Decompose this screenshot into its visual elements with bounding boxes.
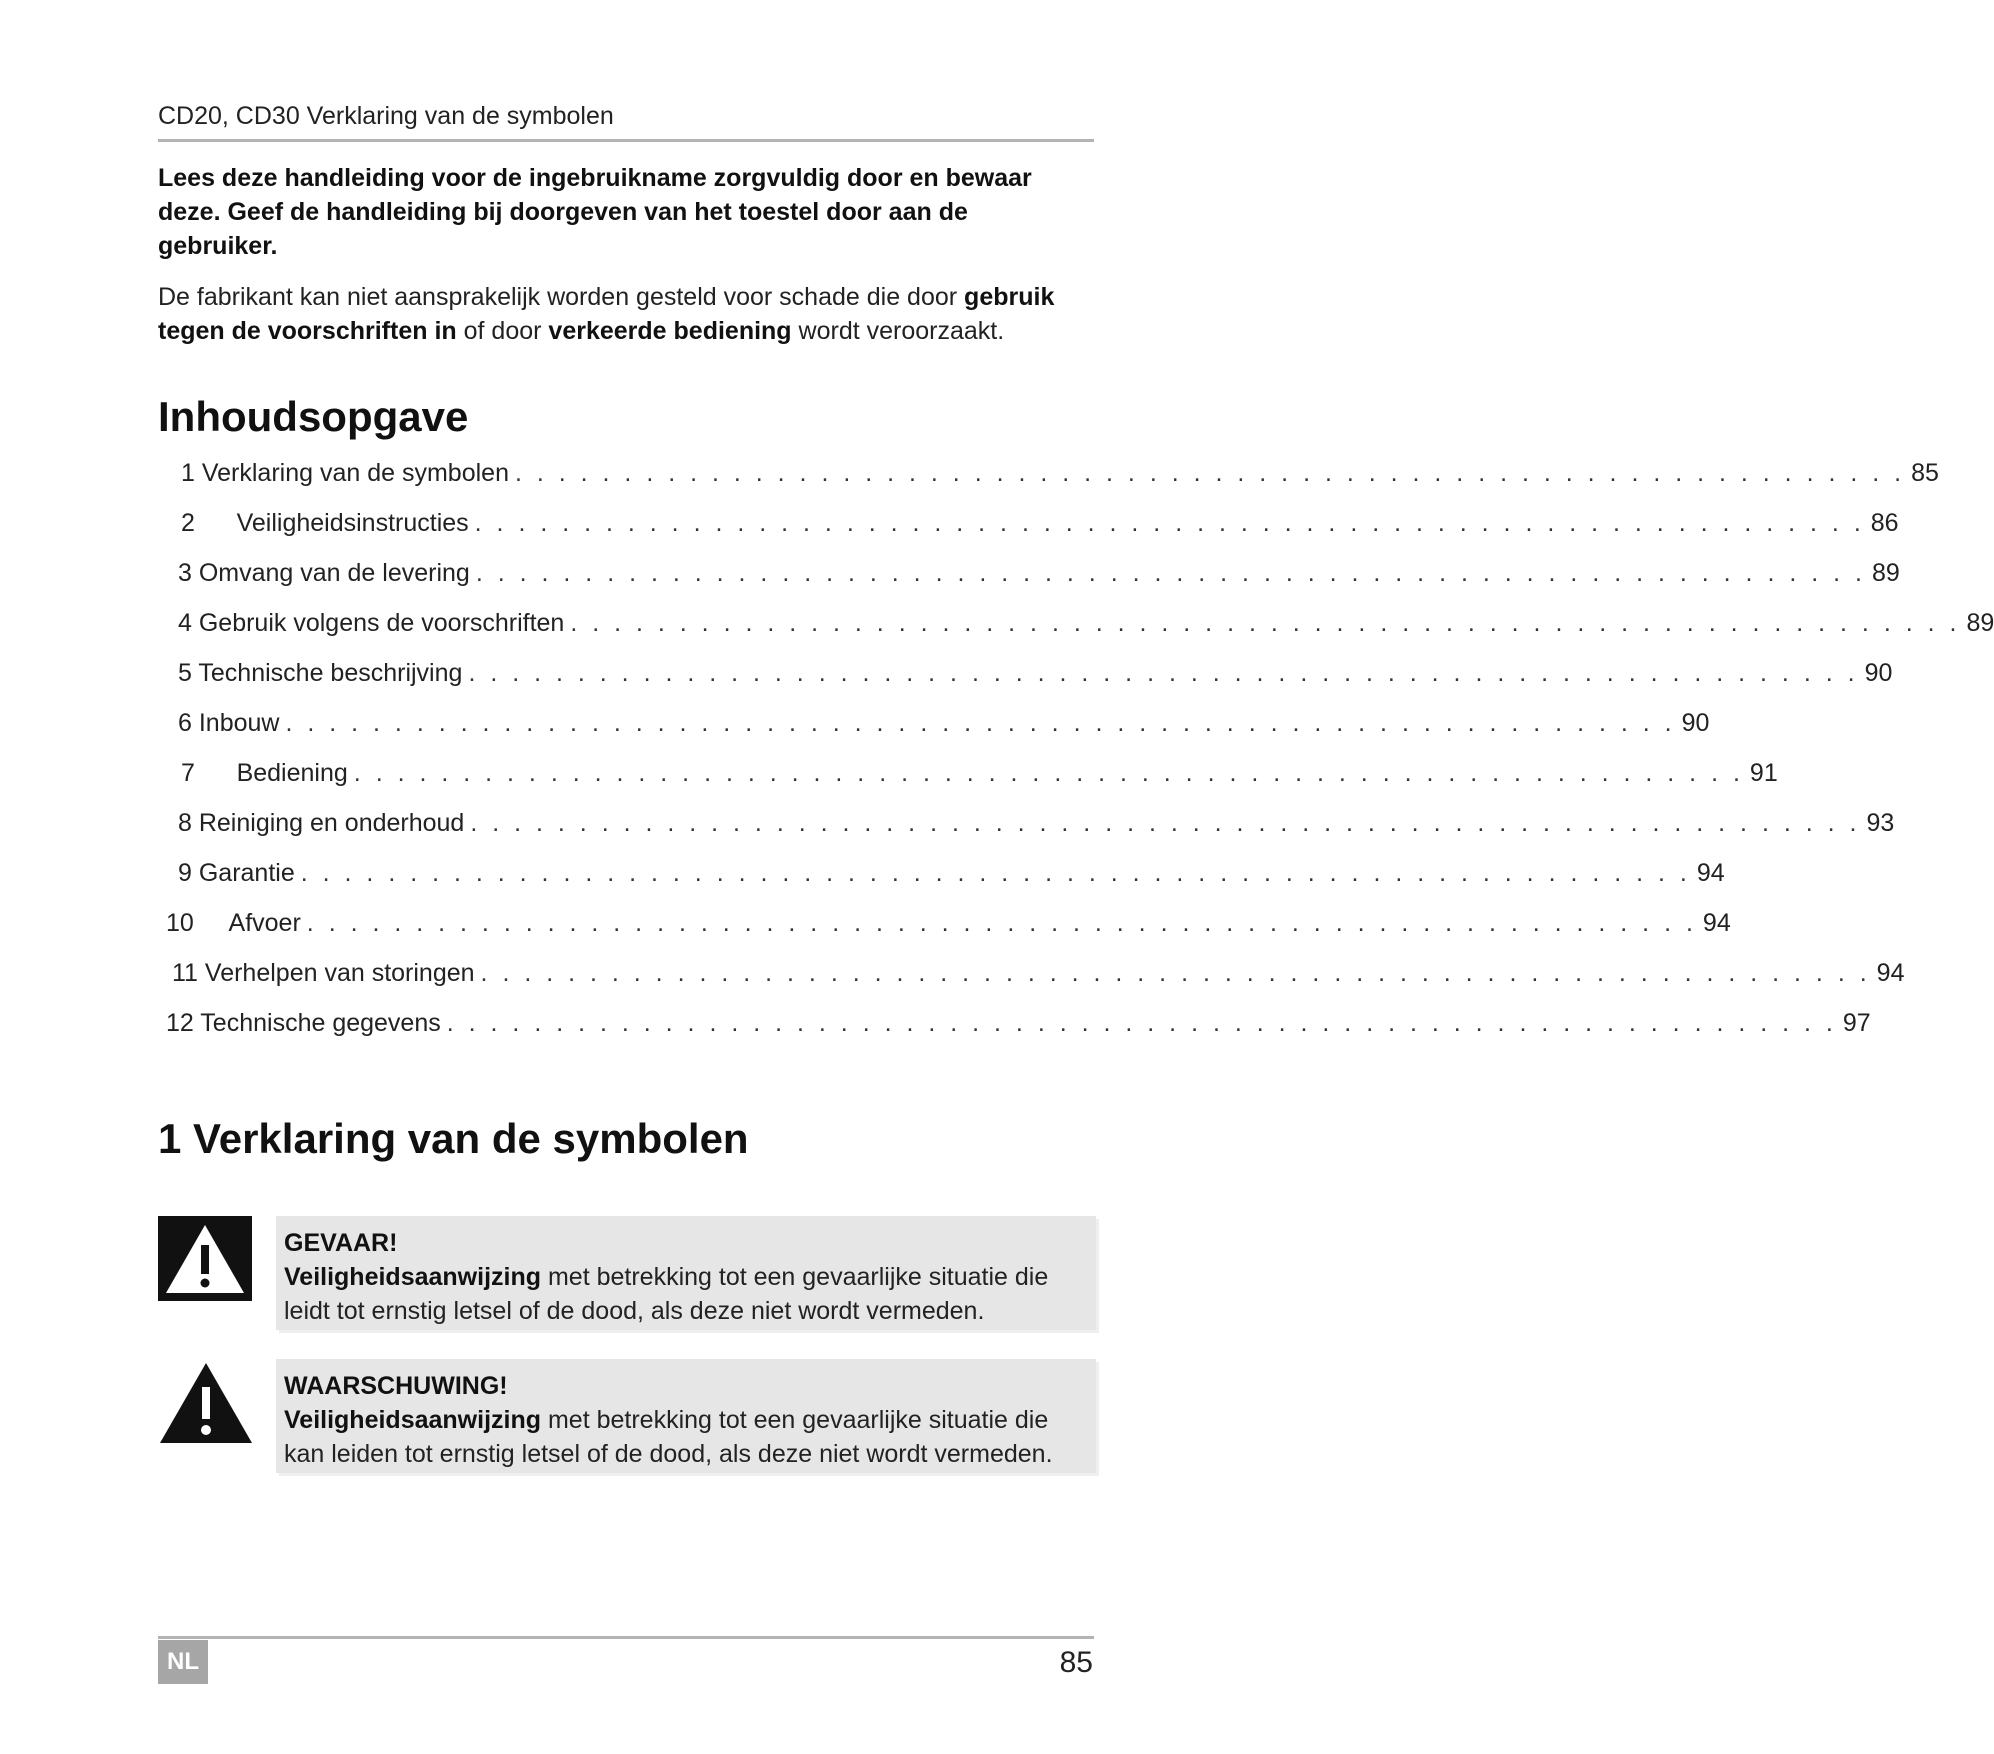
toc-item[interactable] [178,559,1900,599]
toc-leader: . . . . . . . . . . . . . . . . . . . . . . . . . . . . . . . . . . . . . . . . . . . . . . . . . . . . . . . . . . . . . . . . [480,959,1871,987]
toc-leader: . . . . . . . . . . . . . . . . . . . . . . . . . . . . . . . . . . . . . . . . . . . . . . . . . . . . . . . . . . . . . . . . [446,1009,1837,1037]
toc-item[interactable] [181,509,1899,549]
toc-leader: . . . . . . . . . . . . . . . . . . . . . . . . . . . . . . . . . . . . . . . . . . . . . . . . . . . . . . . . . . . . . . . . [468,659,1859,687]
page-header: CD20, CD30 Verklaring van de symbolen [158,102,1094,142]
toc-item[interactable] [166,909,1731,949]
callout-title: GEVAAR! [284,1229,398,1257]
toc-item-label: 3 Omvang van de levering [178,559,470,587]
toc-item-label: 2 Veiligheidsinstructies [181,509,469,537]
toc-item-label: 10 Afvoer [166,909,301,937]
toc-item[interactable] [178,659,1893,699]
section-1-title: 1 Verklaring van de symbolen [158,1115,749,1162]
toc-leader: . . . . . . . . . . . . . . . . . . . . . . . . . . . . . . . . . . . . . . . . . . . . . . . . . . . . . . . . . . . . . . . . [285,709,1676,737]
toc-item-label: 7 Bediening [181,759,348,787]
toc-item-page: 93 [1866,809,1895,837]
liability-bold-2: tegen de voorschriften in [158,317,457,345]
toc-item-page: 90 [1864,659,1893,687]
toc-item-label: 1 Verklaring van de symbolen [181,459,509,487]
toc-item-page: 94 [1876,959,1905,987]
toc-leader: . . . . . . . . . . . . . . . . . . . . . . . . . . . . . . . . . . . . . . . . . . . . . . . . . . . . . . . . . . . . . . . . [306,909,1697,937]
toc-item[interactable] [181,459,1939,499]
toc-title: Inhoudsopgave [158,393,469,440]
callout-title: WAARSCHUWING! [284,1372,508,1400]
toc-item-page: 94 [1696,859,1725,887]
liability-text-1: De fabrikant kan niet aansprakelijk worden gesteld voor schade die door [158,283,958,311]
toc-item-page: 89 [1966,609,1994,637]
toc-leader: . . . . . . . . . . . . . . . . . . . . . . . . . . . . . . . . . . . . . . . . . . . . . . . . . . . . . . . . . . . . . . . . [474,509,1865,537]
intro-line-3: gebruiker. [158,232,278,260]
danger-icon [158,1216,252,1301]
toc-item[interactable] [166,1009,1871,1049]
toc-item-page: 94 [1702,909,1731,937]
toc-item-label: 9 Garantie [178,859,295,887]
toc-item-page: 85 [1911,459,1939,487]
toc-item[interactable] [178,609,1994,649]
warning-callout [276,1359,1096,1473]
page-number: 85 [1059,1646,1093,1679]
toc-item[interactable] [181,759,1778,799]
toc-item-page: 86 [1870,509,1899,537]
liability-paragraph [158,280,1098,348]
language-badge: NL [158,1640,208,1684]
toc-leader: . . . . . . . . . . . . . . . . . . . . . . . . . . . . . . . . . . . . . . . . . . . . . . . . . . . . . . . . . . . . . . . . [514,459,1906,487]
toc-leader: . . . . . . . . . . . . . . . . . . . . . . . . . . . . . . . . . . . . . . . . . . . . . . . . . . . . . . . . . . . . . . . . [300,859,1691,887]
toc-item[interactable] [178,709,1710,749]
toc-leader: . . . . . . . . . . . . . . . . . . . . . . . . . . . . . . . . . . . . . . . . . . . . . . . . . . . . . . . . . . . . . . . . [570,609,1961,637]
liability-text-2: of door [463,317,542,345]
toc-item-label: 12 Technische gegevens [166,1009,441,1037]
toc-item-label: 4 Gebruik volgens de voorschriften [178,609,565,637]
toc-item-page: 90 [1681,709,1710,737]
intro-line-2: deze. Geef de handleiding bij doorgeven van het toestel door aan de [158,198,968,226]
toc-item[interactable] [178,809,1895,849]
toc-item-page: 91 [1749,759,1778,787]
liability-text-3: wordt veroorzaakt. [798,317,1005,345]
toc-leader: . . . . . . . . . . . . . . . . . . . . . . . . . . . . . . . . . . . . . . . . . . . . . . . . . . . . . . . . . . . . . . . . [470,809,1861,837]
toc-item[interactable] [172,959,1905,999]
toc-leader: . . . . . . . . . . . . . . . . . . . . . . . . . . . . . . . . . . . . . . . . . . . . . . . . . . . . . . . . . . . . . . . . [475,559,1866,587]
danger-callout [276,1216,1096,1330]
intro-notice [158,161,1098,263]
callout-text: met betrekking tot een gevaarlijke situatie die leidt tot ernstig letsel of de dood, als deze niet wordt vermeden. [284,1263,1049,1325]
toc-item-label: 5 Technische beschrijving [178,659,463,687]
callout-text: met betrekking tot een gevaarlijke situatie die kan leiden tot ernstig letsel of de dood, als deze niet wordt vermeden. [284,1406,1053,1468]
intro-line-1: Lees deze handleiding voor de ingebruikname zorgvuldig door en bewaar [158,164,1032,192]
liability-bold-3: verkeerde bediening [548,317,792,345]
liability-bold-1: gebruik [964,283,1055,311]
toc-item-page: 97 [1842,1009,1871,1037]
callout-bold: Veiligheidsaanwijzing [284,1406,542,1434]
footer-divider [158,1636,1094,1639]
toc-item-label: 6 Inbouw [178,709,280,737]
toc-leader: . . . . . . . . . . . . . . . . . . . . . . . . . . . . . . . . . . . . . . . . . . . . . . . . . . . . . . . . . . . . . . . . [353,759,1744,787]
toc-item[interactable] [178,859,1725,899]
callout-bold: Veiligheidsaanwijzing [284,1263,542,1291]
warning-icon [158,1361,254,1445]
toc-item-page: 89 [1871,559,1900,587]
toc-item-label: 11 Verhelpen van storingen [172,959,475,987]
toc-item-label: 8 Reiniging en onderhoud [178,809,465,837]
